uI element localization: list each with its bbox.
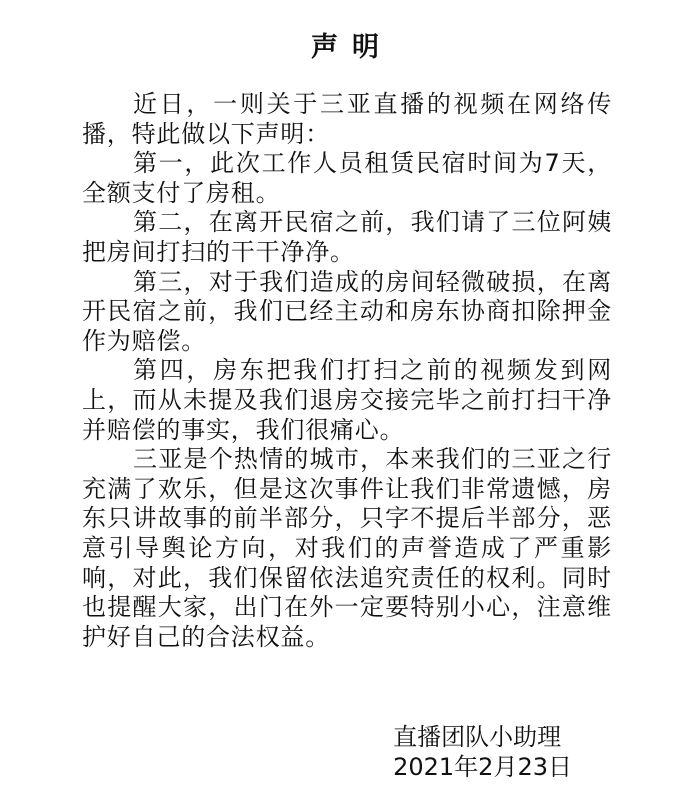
paragraph-conclusion: 三亚是个热情的城市，本来我们的三亚之行充满了欢乐，但是这次事件让我们非常遗憾，房东只讲故事的前半部分，只字不提后半部分，恶意引导舆论方向，对我们的声誉造成了严重影响，对此，我们保留依法追究责任的权利。同时也提醒大家，出门在外一定要特别小心，注意维护好自己的合法权益。 — [82, 445, 612, 651]
paragraph-intro: 近日，一则关于三亚直播的视频在网络传播，特此做以下声明： — [82, 90, 612, 148]
paragraph-fourth: 第四，房东把我们打扫之前的视频发到网上，而从未提及我们退房交接完毕之前打扫干净并赔偿的事实，我们很痛心。 — [82, 356, 612, 444]
statement-body — [82, 90, 612, 652]
signature-name: 直播团队小助理 — [393, 723, 562, 751]
paragraph-third: 第三，对于我们造成的房间轻微破损，在离开民宿之前，我们已经主动和房东协商扣除押金作为赔偿。 — [82, 267, 612, 355]
signature-block — [393, 722, 572, 782]
paragraph-second: 第二，在离开民宿之前，我们请了三位阿姨把房间打扫的干干净净。 — [82, 208, 612, 266]
paragraph-first: 第一，此次工作人员租赁民宿时间为7天，全额支付了房租。 — [82, 149, 612, 207]
document-title: 声明 — [311, 32, 393, 63]
signature-date: 2021年2月23日 — [393, 753, 572, 781]
